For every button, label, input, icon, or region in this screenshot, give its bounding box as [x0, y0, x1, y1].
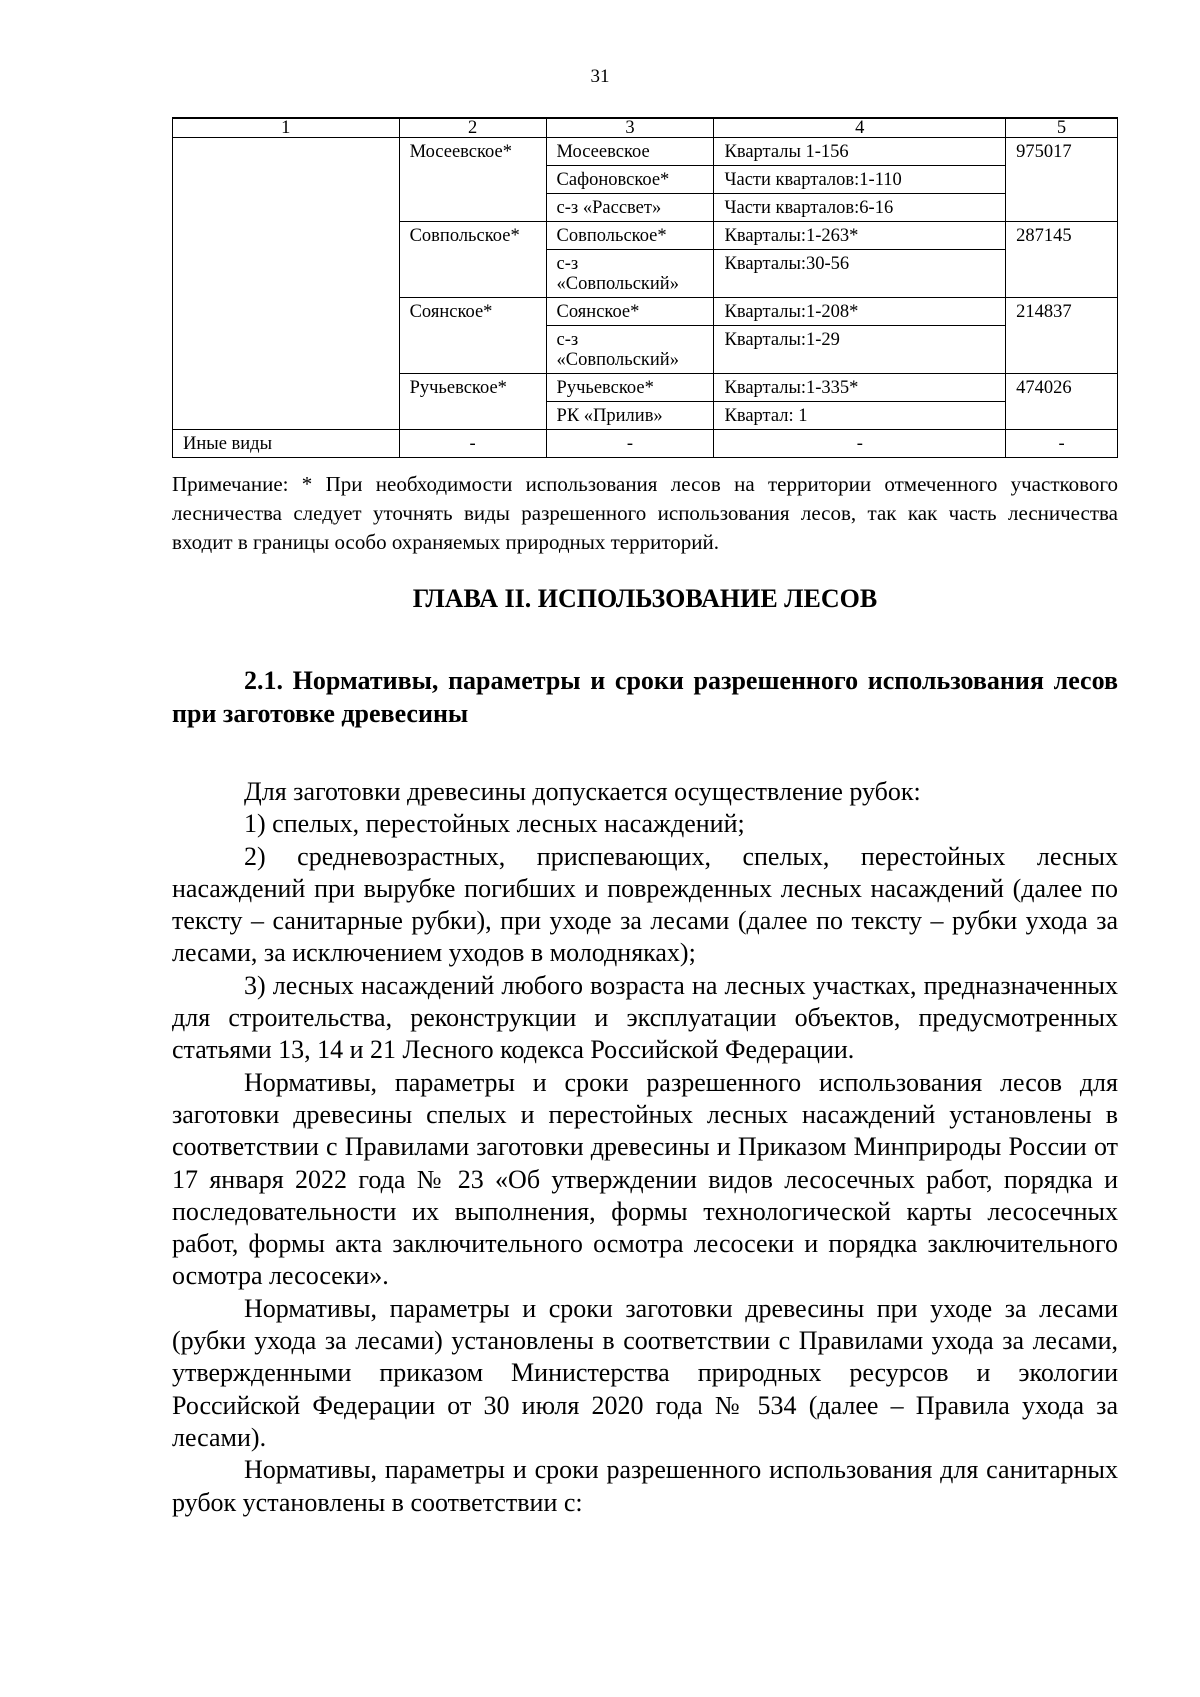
table-cell-empty	[173, 138, 400, 430]
dash-cell: -	[399, 430, 546, 458]
quarters-cell: Части кварталов:6-16	[714, 194, 1006, 222]
table-header-cell: 1	[173, 118, 400, 138]
area-cell: 287145	[1006, 222, 1118, 298]
list-item: 3) лесных насаждений любого возраста на лесных участках, предназначенных для строительства, реконструкции и эксплуатации объектов, предусмотренных статьями 13, 14 и 21 Лесного кодекса Российской Федерации.	[172, 970, 1118, 1065]
district-cell: с-з «Рассвет»	[546, 194, 714, 222]
quarters-cell: Части кварталов:1-110	[714, 166, 1006, 194]
table-row	[173, 430, 1118, 458]
dash-cell: -	[1006, 430, 1118, 458]
quarters-cell: Кварталы 1-156	[714, 138, 1006, 166]
table-header-cell: 2	[399, 118, 546, 138]
paragraph: Нормативы, параметры и сроки заготовки древесины при уходе за лесами (рубки ухода за лесами) установлены в соответствии с Правилами ухода за лесами, утвержденными приказом Министерства природных ресурсов и экологии Российской Федерации от 30 июля 2020 года № 534 (далее – Правила ухода за лесами).	[172, 1293, 1118, 1452]
quarters-cell: Кварталы:1-263*	[714, 222, 1006, 250]
quarters-cell: Кварталы:1-208*	[714, 298, 1006, 326]
forestry-name-cell: Мосеевское*	[399, 138, 546, 222]
body-text	[172, 776, 1118, 1519]
paragraph: Нормативы, параметры и сроки разрешенного использования для санитарных рубок установлены в соответствии с:	[172, 1455, 1118, 1517]
paragraph: Для заготовки древесины допускается осуществление рубок:	[244, 777, 921, 806]
table-note: Примечание: * При необходимости использования лесов на территории отмеченного участкового лесничества следует уточнять виды разрешенного использования лесов, так как часть лесничества входит в границы особо охраняемых природных территорий.	[172, 472, 1118, 554]
forestry-name-cell: Ручьевское*	[399, 374, 546, 430]
district-cell: Соянское*	[546, 298, 714, 326]
district-cell: Ручьевское*	[546, 374, 714, 402]
dash-cell: -	[546, 430, 714, 458]
area-cell: 975017	[1006, 138, 1118, 222]
district-cell: Сафоновское*	[546, 166, 714, 194]
quarters-cell: Кварталы:1-335*	[714, 374, 1006, 402]
table-header-cell: 4	[714, 118, 1006, 138]
section-title: 2.1. Нормативы, параметры и сроки разрешенного использования лесов при заготовке древесины	[172, 666, 1118, 728]
area-cell: 474026	[1006, 374, 1118, 430]
district-cell: с-з «Совпольский»	[546, 326, 714, 374]
table-header-cell: 3	[546, 118, 714, 138]
dash-cell: -	[714, 430, 1006, 458]
quarters-cell: Кварталы:1-29	[714, 326, 1006, 374]
quarters-cell: Квартал: 1	[714, 402, 1006, 430]
area-cell: 214837	[1006, 298, 1118, 374]
table-row	[173, 138, 1118, 166]
page-number: 31	[590, 66, 610, 87]
quarters-cell: Кварталы:30-56	[714, 250, 1006, 298]
district-cell: Мосеевское	[546, 138, 714, 166]
district-cell: Совпольское*	[546, 222, 714, 250]
other-types-cell: Иные виды	[173, 430, 400, 458]
forestry-name-cell: Соянское*	[399, 298, 546, 374]
forestry-name-cell: Совпольское*	[399, 222, 546, 298]
district-cell: РК «Прилив»	[546, 402, 714, 430]
list-item: 1) спелых, перестойных лесных насаждений;	[244, 809, 745, 839]
table-header-row	[173, 118, 1118, 138]
paragraph: Нормативы, параметры и сроки разрешенного использования лесов для заготовки древесины спелых и перестойных лесных насаждений установлены в соответствии с Правилами заготовки древесины и Приказом Минприроды России от 17 января 2022 года № 23 «Об утверждении видов лесосечных работ, порядка и последовательности их выполнения, формы технологической карты лесосечных работ, формы акта заключительного осмотра лесосеки и порядка заключительного осмотра лесосеки».	[172, 1067, 1118, 1291]
list-item: 2) средневозрастных, приспевающих, спелых, перестойных лесных насаждений при вырубке погибших и поврежденных лесных насаждений (далее по тексту – санитарные рубки), при уходе за лесами (далее по тексту – рубки ухода за лесами, за исключением уходов в молодняках);	[172, 841, 1118, 968]
district-cell: с-з «Совпольский»	[546, 250, 714, 298]
chapter-title: ГЛАВА II. ИСПОЛЬЗОВАНИЕ ЛЕСОВ	[412, 584, 878, 613]
forestry-table	[172, 117, 1118, 458]
table-header-cell: 5	[1006, 118, 1118, 138]
